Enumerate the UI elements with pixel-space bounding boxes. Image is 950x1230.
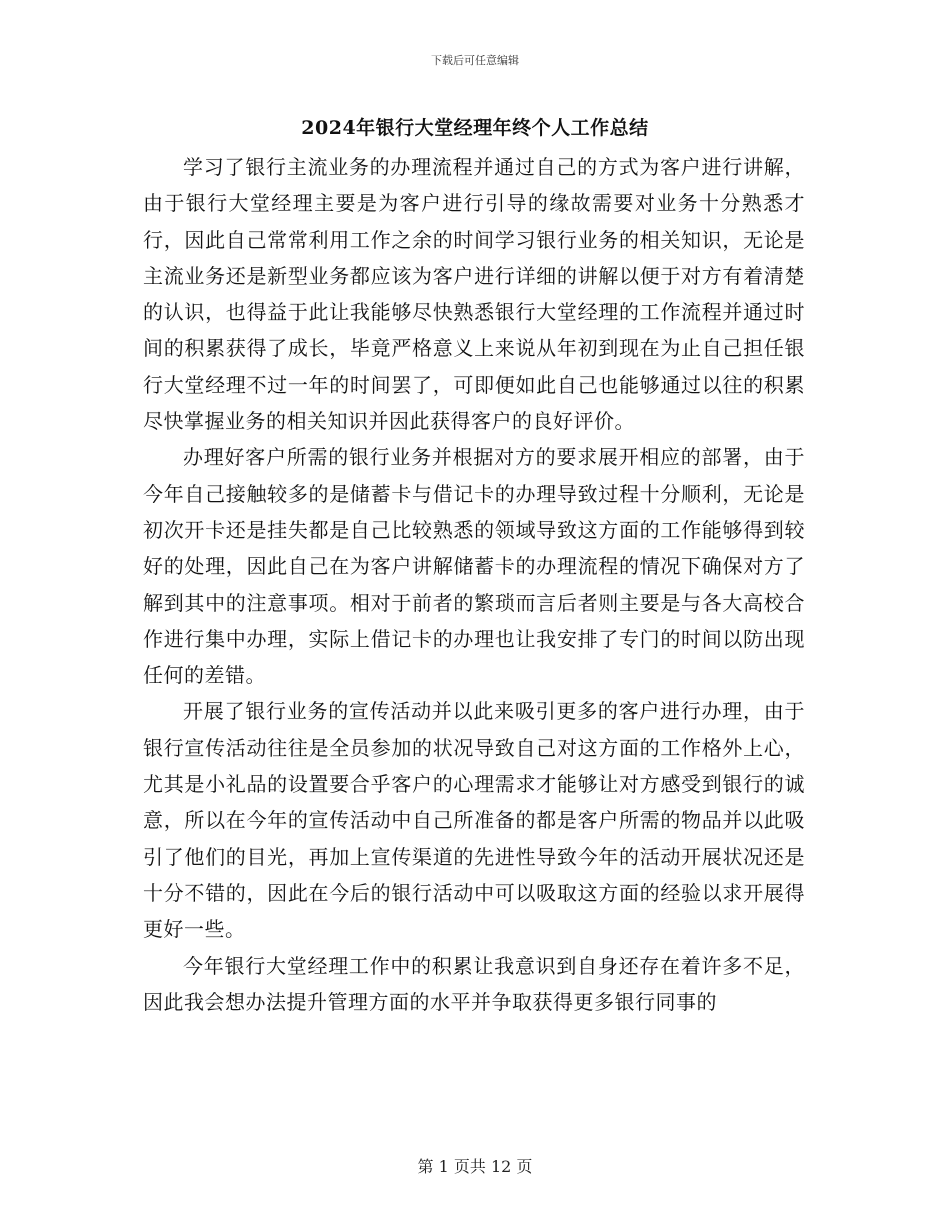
paragraph-2: 办理好客户所需的银行业务并根据对方的要求展开相应的部署，由于今年自己接触较多的是储蓄卡与借记卡的办理导致过程十分顺利，无论是初次开卡还是挂失都是自己比较熟悉的领域导致这方面的工作能够得到较好的处理，因此自己在为客户讲解储蓄卡的办理流程的情况下确保对方了解到其中的注意事项。相对于前者的繁琐而言后者则主要是与各大高校合作进行集中办理，实际上借记卡的办理也让我安排了专门的时间以防出现任何的差错。 — [143, 445, 805, 688]
paragraph-4: 今年银行大堂经理工作中的积累让我意识到自身还存在着许多不足，因此我会想办法提升管理方面的水平并争取获得更多银行同事的 — [143, 953, 805, 1014]
page-header-note: 下载后可任意编辑 — [431, 54, 519, 67]
page-number: 第 1 页共 12 页 — [417, 1157, 533, 1176]
document-body — [143, 149, 805, 1020]
document-title: 2024年银行大堂经理年终个人工作总结 — [301, 117, 649, 139]
paragraph-3: 开展了银行业务的宣传活动并以此来吸引更多的客户进行办理，由于银行宣传活动往往是全员参加的状况导致自己对这方面的工作格外上心，尤其是小礼品的设置要合乎客户的心理需求才能够让对方感受到银行的诚意，所以在今年的宣传活动中自己所准备的都是客户所需的物品并以此吸引了他们的目光，再加上宣传渠道的先进性导致今年的活动开展状况还是十分不错的，因此在今后的银行活动中可以吸取这方面的经验以求开展得更好一些。 — [143, 699, 805, 942]
paragraph-1: 学习了银行主流业务的办理流程并通过自己的方式为客户进行讲解，由于银行大堂经理主要是为客户进行引导的缘故需要对业务十分熟悉才行，因此自己常常利用工作之余的时间学习银行业务的相关知识，无论是主流业务还是新型业务都应该为客户进行详细的讲解以便于对方有着清楚的认识，也得益于此让我能够尽快熟悉银行大堂经理的工作流程并通过时间的积累获得了成长，毕竟严格意义上来说从年初到现在为止自己担任银行大堂经理不过一年的时间罢了，可即便如此自己也能够通过以往的积累尽快掌握业务的相关知识并因此获得客户的良好评价。 — [143, 155, 805, 434]
